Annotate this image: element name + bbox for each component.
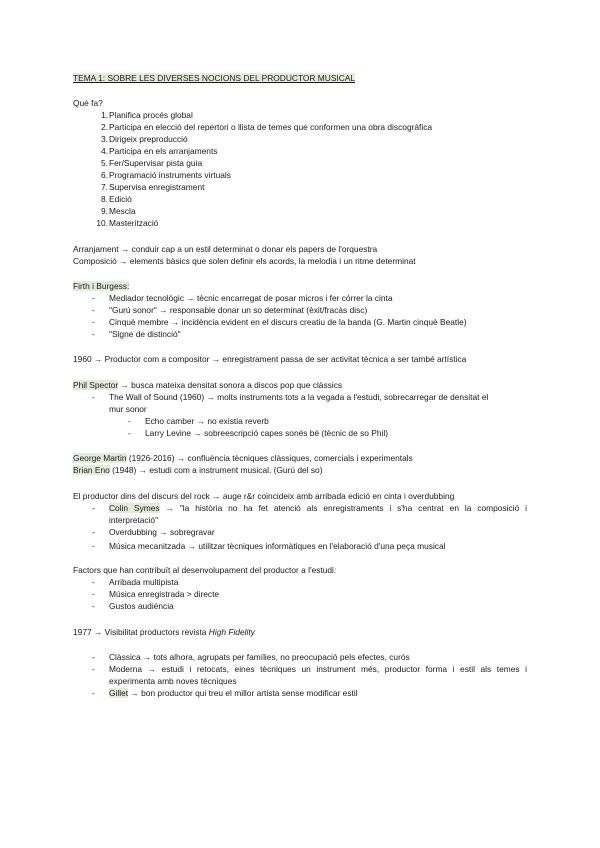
spector-subitem: Larry Levine → sobreescripció capes sonés bé (tècnic de so Phil) xyxy=(145,428,388,438)
definition-composicio: Composició → elements bàsics que solen definir els acords, la melodia i un ritme determinat xyxy=(73,256,416,266)
que-fa-heading: Què fa? xyxy=(73,98,103,108)
eno-line: Brian Eno (1948) → estudi com a instrument musical. (Gurú del so) xyxy=(73,465,323,475)
list-item: Participa en elecció del repertori o llista de temes que conformen una obra discogràfica xyxy=(109,122,433,132)
symes-item-cont: interpretació" xyxy=(109,515,159,525)
bullet-dash: - xyxy=(92,688,95,698)
bullet-dash: - xyxy=(92,589,95,599)
bullet-dash: - xyxy=(128,416,131,426)
bullet-dash: - xyxy=(92,293,95,303)
list-number: 9. xyxy=(101,206,108,216)
era-item: Moderna → estudi i retocats, eines tècniques un instrument més, productor forma i estil als temes i xyxy=(109,664,527,674)
firth-item: "Signe de distinció" xyxy=(109,329,181,339)
bullet-dash: - xyxy=(92,329,95,339)
list-item: Planifica procés global xyxy=(109,110,193,120)
rock-item: Música mecanitzada → utilitzar tècniques informàtiques en l'elaboració d'una peça musical xyxy=(109,541,446,551)
factor-item: Música enregistrada > directe xyxy=(109,589,220,599)
spector-item-cont: mur sonor xyxy=(109,404,147,414)
list-number: 1. xyxy=(101,110,108,120)
list-number: 4. xyxy=(101,146,108,156)
list-item: Dirigeix preproducció xyxy=(109,134,188,144)
list-item: Mescla xyxy=(109,206,136,216)
factor-item: Arribada multipista xyxy=(109,577,179,587)
spector-line: Phil Spector → busca mateixa densitat sonora a discos pop que clàssics xyxy=(73,380,343,390)
martin-line: George Martin (1926-2016) → confluència tècniques clàssiques, comercials i experimentals xyxy=(73,453,413,463)
list-item: Participa en els arranjaments xyxy=(109,146,218,156)
list-item: Fer/Supervisar pista guia xyxy=(109,158,203,168)
factor-item: Gustos audiència xyxy=(109,601,174,611)
firth-item: Cinquè membre → incidència evident en el discurs creatiu de la banda (G. Martin cinquè Beatle) xyxy=(109,317,467,327)
document-title: TEMA 1: SOBRE LES DIVERSES NOCIONS DEL PRODUCTOR MUSICAL xyxy=(73,73,356,83)
gillet-item: Gillet → bon productor qui treu el millor artista sense modificar estil xyxy=(109,688,358,698)
rock-item: Overdubbing → sobregravar xyxy=(109,527,215,537)
bullet-dash: - xyxy=(92,577,95,587)
bullet-dash: - xyxy=(92,317,95,327)
list-number: 2. xyxy=(101,122,108,132)
bullet-dash: - xyxy=(92,305,95,315)
list-number: 6. xyxy=(101,170,108,180)
bullet-dash: - xyxy=(92,527,95,537)
spector-item: The Wall of Sound (1960) → molts instruments tots a la vegada a l'estudi, sobrecarregar de densitat el xyxy=(109,392,489,402)
eno-name: Brian Eno xyxy=(73,465,110,475)
bullet-dash: - xyxy=(92,601,95,611)
list-item: Programació instruments virtuals xyxy=(109,170,231,180)
list-number: 8. xyxy=(101,194,108,204)
symes-item: Colin Symes → "la història no ha fet atenció als enregistraments i s'ha centrat en la composició i xyxy=(109,503,527,513)
spector-subitem: Echo camber → no existia reverb xyxy=(145,416,269,426)
line-1960: 1960 → Productor com a compositor → enregistrament passa de ser activitat tècnica a ser també artística xyxy=(73,354,467,364)
firth-item: "Gurú sonor" → responsable donar un so determinat (èxit/fracàs disc) xyxy=(109,305,368,315)
list-item: Masterització xyxy=(109,218,159,228)
definition-arranjament: Arranjament → conduir cap a un estil determinat o donar els papers de l'orquestra xyxy=(73,244,378,254)
era-item-cont: experimenta amb noves tècniques xyxy=(109,676,237,686)
list-number: 3. xyxy=(101,134,108,144)
bullet-dash: - xyxy=(92,664,95,674)
spector-name: Phil Spector xyxy=(73,380,119,390)
factors-heading: Factors que han contribuït al desenvolupament del productor a l'estudi: xyxy=(73,565,337,575)
era-item: Clàssica → tots alhora, agrupats per famílies, no preocupació pels efectes, curós xyxy=(109,652,410,662)
list-item: Edició xyxy=(109,194,132,204)
list-item: Supervisa enregistrament xyxy=(109,182,205,192)
firth-item: Mediador tecnològic → tècnic encarregat de posar micros i fer córrer la cinta xyxy=(109,293,393,303)
bullet-dash: - xyxy=(128,428,131,438)
bullet-dash: - xyxy=(92,392,95,402)
bullet-dash: - xyxy=(92,652,95,662)
magazine-name: High Fidelity xyxy=(208,627,255,637)
list-number: 10. xyxy=(96,218,108,228)
bullet-dash: - xyxy=(92,541,95,551)
list-number: 7. xyxy=(101,182,108,192)
rock-heading: El productor dins del discurs del rock → auge r&r coincideix amb arribada edició en cinta i overdubbing xyxy=(73,491,455,501)
symes-name: Colin Symes xyxy=(109,503,160,513)
gillet-name: Gillet xyxy=(109,688,129,698)
martin-name: George Martin xyxy=(73,453,127,463)
line-1977: 1977 → Visibilitat productors revista High Fidelity xyxy=(73,627,255,637)
list-number: 5. xyxy=(101,158,108,168)
firth-heading: Firth i Burgess: xyxy=(73,281,130,291)
bullet-dash: - xyxy=(92,503,95,513)
